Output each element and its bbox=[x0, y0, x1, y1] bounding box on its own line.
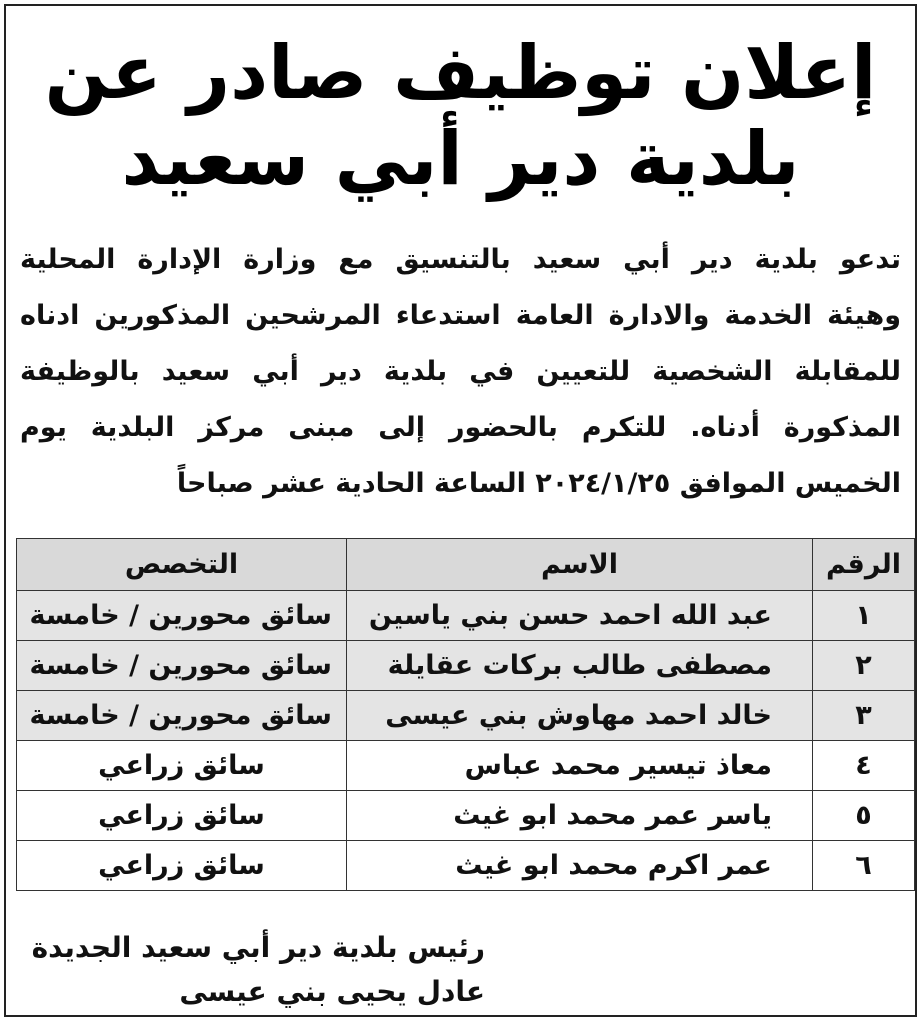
body-line: تدعو بلدية دير أبي سعيد بالتنسيق مع وزارة الإدارة المحلية bbox=[20, 244, 901, 275]
table-row bbox=[17, 691, 915, 741]
signature-name: عادل يحيى بني عيسى bbox=[179, 975, 485, 1008]
cell-name: مصطفى طالب بركات عقايلة bbox=[347, 641, 813, 691]
cell-number: ٢ bbox=[813, 641, 915, 691]
table-row bbox=[17, 791, 915, 841]
body-line: الخميس الموافق ٢٠٢٤/١/٢٥ الساعة الحادية عشر صباحاً bbox=[176, 468, 901, 499]
cell-specialty: سائق محورين / خامسة bbox=[17, 691, 347, 741]
cell-specialty: سائق محورين / خامسة bbox=[17, 591, 347, 641]
body-line: للمقابلة الشخصية للتعيين في بلدية دير أبي سعيد بالوظيفة bbox=[20, 356, 901, 387]
body-line: وهيئة الخدمة والادارة العامة استدعاء المرشحين المذكورين ادناه bbox=[20, 300, 901, 331]
cell-name: عمر اكرم محمد ابو غيث bbox=[347, 841, 813, 891]
cell-specialty: سائق زراعي bbox=[17, 741, 347, 791]
announcement-body bbox=[20, 232, 901, 512]
cell-specialty: سائق محورين / خامسة bbox=[17, 641, 347, 691]
table-row bbox=[17, 841, 915, 891]
candidates-table bbox=[16, 538, 915, 891]
cell-name: ياسر عمر محمد ابو غيث bbox=[347, 791, 813, 841]
table-header-row bbox=[17, 539, 915, 591]
cell-name: معاذ تيسير محمد عباس bbox=[347, 741, 813, 791]
cell-name: عبد الله احمد حسن بني ياسين bbox=[347, 591, 813, 641]
announcement-title-line-2: بلدية دير أبي سعيد bbox=[121, 116, 800, 202]
announcement-frame bbox=[4, 4, 917, 1017]
signature-title: رئيس بلدية دير أبي سعيد الجديدة bbox=[31, 931, 485, 964]
cell-number: ٦ bbox=[813, 841, 915, 891]
header-specialty: التخصص bbox=[17, 539, 347, 591]
cell-number: ٣ bbox=[813, 691, 915, 741]
table-row bbox=[17, 741, 915, 791]
table-row bbox=[17, 591, 915, 641]
cell-specialty: سائق زراعي bbox=[17, 791, 347, 841]
cell-name: خالد احمد مهاوش بني عيسى bbox=[347, 691, 813, 741]
cell-specialty: سائق زراعي bbox=[17, 841, 347, 891]
cell-number: ٤ bbox=[813, 741, 915, 791]
body-line: المذكورة أدناه. للتكرم بالحضور إلى مبنى مركز البلدية يوم bbox=[20, 412, 901, 443]
cell-number: ١ bbox=[813, 591, 915, 641]
announcement-title-line-1: إعلان توظيف صادر عن bbox=[44, 30, 877, 116]
cell-number: ٥ bbox=[813, 791, 915, 841]
header-name: الاسم bbox=[347, 539, 813, 591]
table-row bbox=[17, 641, 915, 691]
header-number: الرقم bbox=[813, 539, 915, 591]
